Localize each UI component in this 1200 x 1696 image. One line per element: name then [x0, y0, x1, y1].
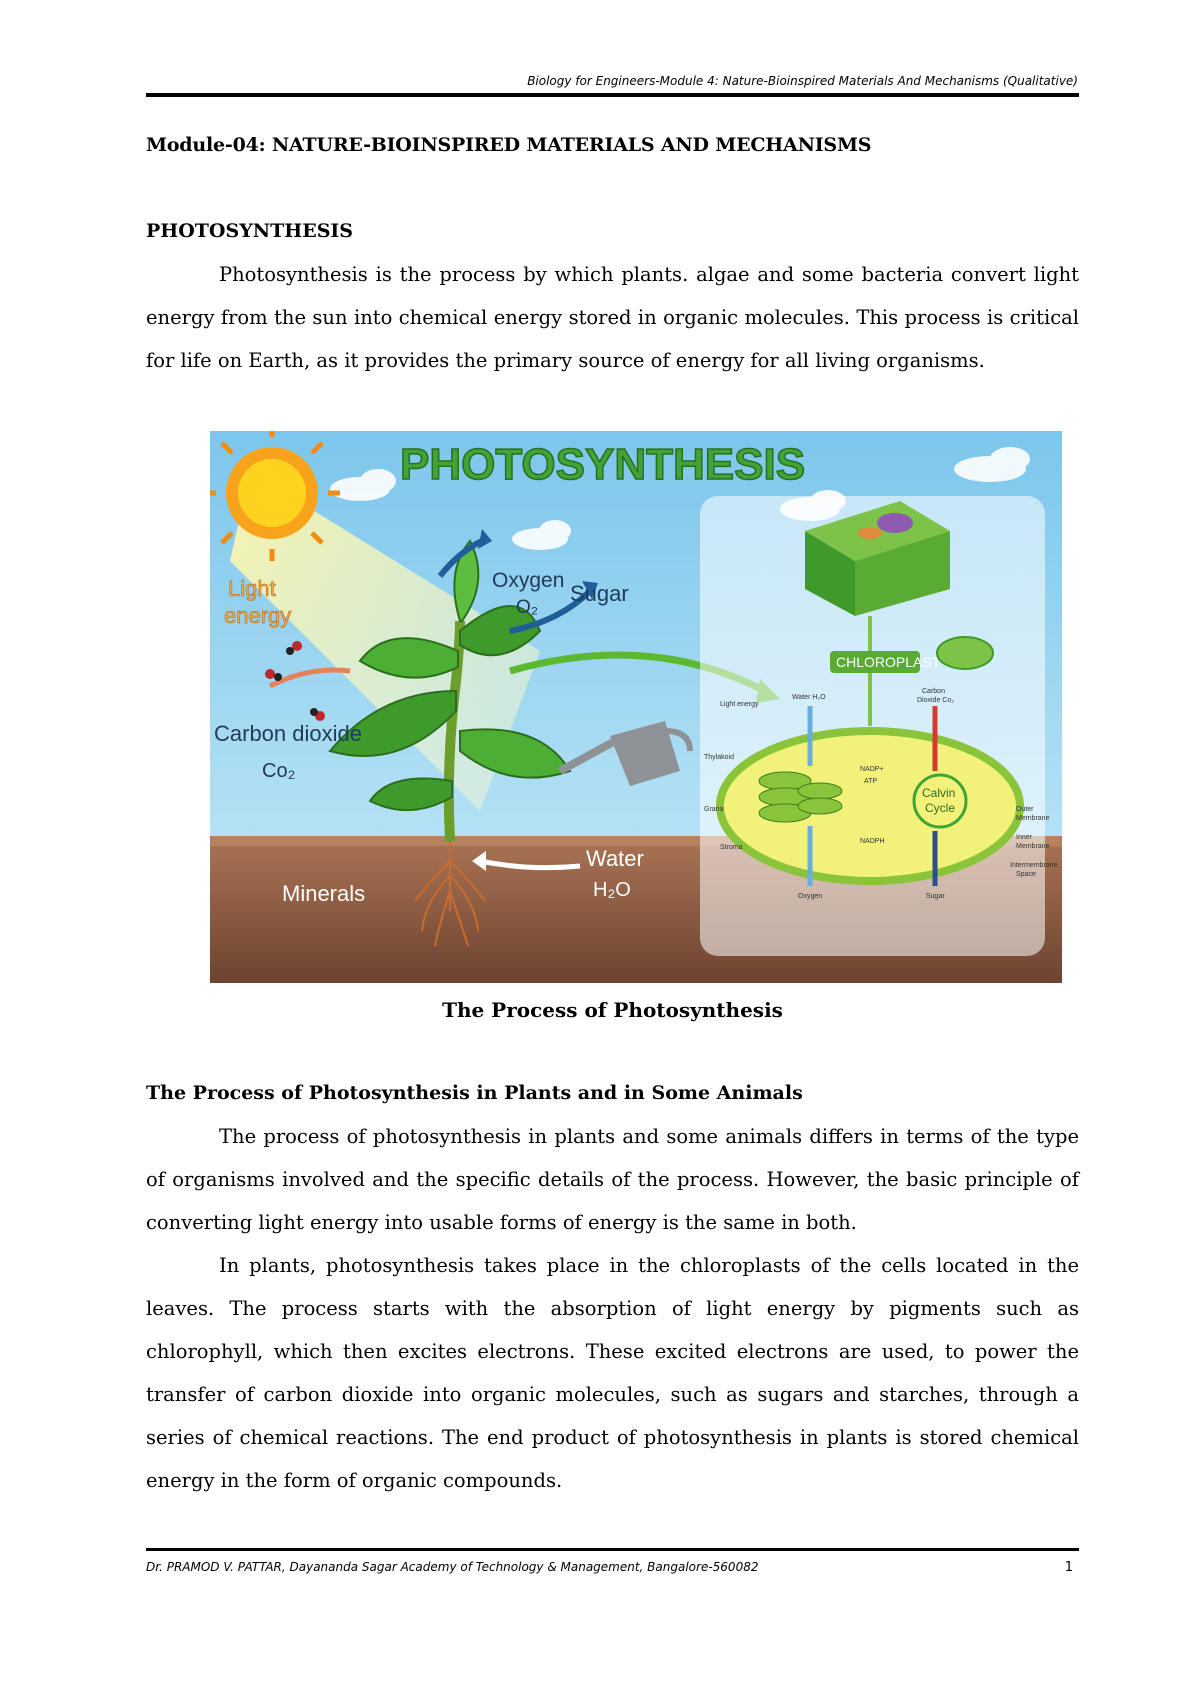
- module-title: Module-04: NATURE-BIOINSPIRED MATERIALS AND MECHANISMS: [146, 134, 872, 156]
- oxygen-label: Oxygen: [492, 569, 565, 592]
- h2o-label: H₂O: [593, 879, 631, 901]
- minerals-label: Minerals: [282, 881, 366, 906]
- chloroplast-icon: [937, 637, 993, 669]
- intermembrane-2: Space: [1016, 871, 1036, 878]
- figure-title: PHOTOSYNTHESIS: [400, 440, 806, 489]
- inner-membrane-1: Inner: [1016, 834, 1032, 841]
- nadp-label: NADP+: [860, 766, 884, 773]
- photosynthesis-figure: [210, 431, 1062, 983]
- carbon-small-2: Dioxide Co₂: [917, 697, 954, 704]
- water-label: Water: [586, 846, 644, 871]
- thylakoid-label: Thylakoid: [704, 754, 734, 761]
- footer-rule: [146, 1548, 1079, 1551]
- light-label: Light: [228, 576, 276, 601]
- water-h2o-small: Water H₂O: [792, 694, 826, 701]
- outer-membrane-1: Outer: [1016, 806, 1034, 813]
- inner-membrane-2: Membrane: [1016, 843, 1050, 850]
- section-heading-photosynthesis: PHOTOSYNTHESIS: [146, 220, 354, 242]
- intro-paragraph: Photosynthesis is the process by which plants. algae and some bacteria convert light energy from the sun into chemical energy stored in organic molecules. This process is critical for life on Earth, as it provides the primary source of energy for all living organisms.: [146, 263, 1079, 372]
- figure-caption: The Process of Photosynthesis: [442, 998, 783, 1022]
- page-number: 1: [1064, 1560, 1073, 1575]
- header-rule: [146, 93, 1079, 97]
- atp-label: ATP: [864, 778, 878, 785]
- process-paragraph-1: The process of photosynthesis in plants and some animals differs in terms of the type of organisms involved and the specific details of the process. However, the basic principle of converting light energy into usable forms of energy is the same in both.: [146, 1125, 1079, 1234]
- stroma-label: Stroma: [720, 844, 743, 851]
- intermembrane-1: Intermembrane: [1010, 862, 1058, 869]
- carbon-dioxide-label: Carbon dioxide: [214, 721, 362, 746]
- o2-label: O₂: [516, 597, 539, 618]
- running-header: Biology for Engineers-Module 4: Nature-Bioinspired Materials And Mechanisms (Qualitative): [527, 74, 1078, 88]
- section-heading-process: The Process of Photosynthesis in Plants and in Some Animals: [146, 1082, 803, 1104]
- calvin-label-1: Calvin: [922, 786, 956, 800]
- grana-label: Grana: [704, 806, 724, 813]
- co2-label: Co₂: [262, 760, 296, 782]
- carbon-small-1: Carbon: [922, 688, 945, 695]
- outer-membrane-2: Membrane: [1016, 815, 1050, 822]
- sugar-small: Sugar: [926, 893, 945, 900]
- nadph-label: NADPH: [860, 838, 885, 845]
- process-paragraph-2: In plants, photosynthesis takes place in the chloroplasts of the cells located in the leaves. The process starts with the absorption of light energy by pigments such as chlorophyll, which then excites electrons. These excited electrons are used, to power the transfer of carbon dioxide into organic molecules, such as sugars and starches, through a series of chemical reactions. The end product of photosynthesis in plants is stored chemical energy in the form of organic compounds.: [146, 1254, 1079, 1492]
- oxygen-small: Oxygen: [798, 893, 823, 900]
- chloroplast-label: CHLOROPLAST: [836, 654, 941, 670]
- energy-label: energy: [224, 603, 292, 628]
- chloroplast-diagram: [720, 731, 1020, 881]
- calvin-label-2: Cycle: [925, 801, 956, 815]
- footer-author: Dr. PRAMOD V. PATTAR, Dayananda Sagar Academy of Technology & Management, Bangalore-560082: [146, 1560, 759, 1574]
- sugar-label: Sugar: [570, 581, 629, 606]
- light-energy-small: Light energy: [720, 701, 759, 708]
